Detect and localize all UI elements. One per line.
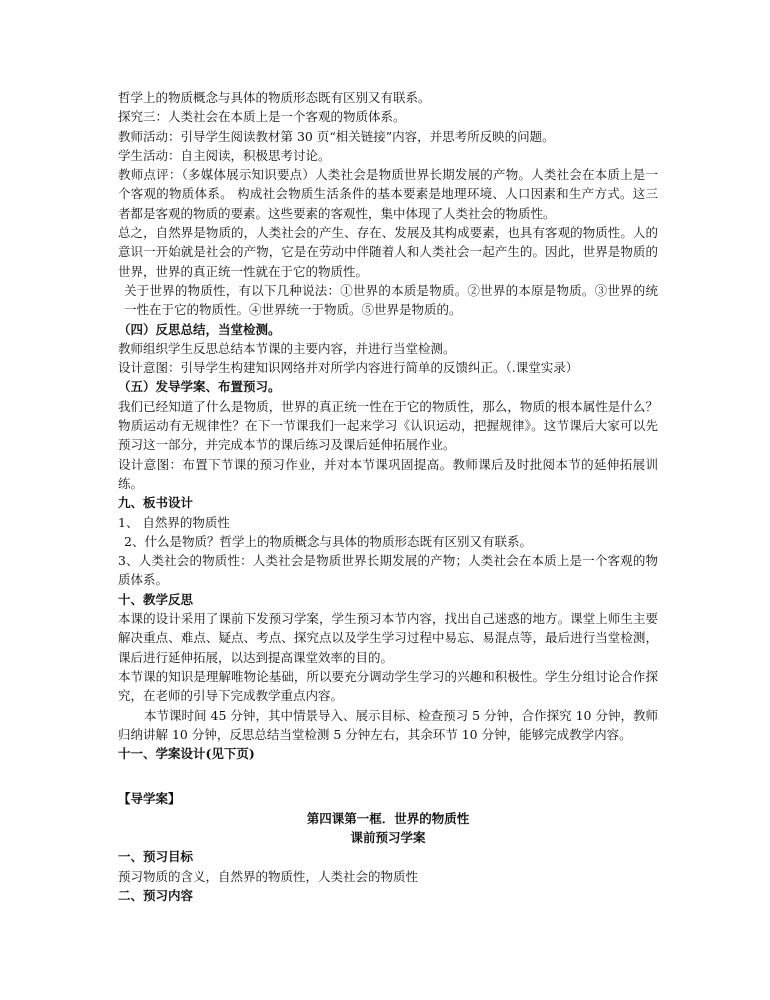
section-heading-4: （四）反思总结，当堂检测。 bbox=[118, 321, 281, 337]
student-activity: 学生活动：自主阅读，积极思考讨论。 bbox=[118, 147, 331, 163]
teacher-comment: 教师点评：（多媒体展示知识要点）人类社会是物质世界长期发展的产物。人类社会在本质上是一个客观的物质体系。 构成社会物质生活条件的基本要素是地理环境、人口因素和生产方式。这三者都是客观的物质的要素。这些要素的客观性，集中体现了人类社会的物质性。 bbox=[118, 167, 658, 221]
text-line: 哲学上的物质概念与具体的物质形态既有区别又有联系。 bbox=[118, 90, 431, 105]
reflection-heading: 十、教学反思 bbox=[118, 591, 194, 607]
spacer bbox=[118, 763, 658, 789]
preview-goal-heading: 一、预习目标 bbox=[118, 849, 194, 865]
board-item-1: 1、 自然界的物质性 bbox=[118, 514, 230, 530]
board-item-2: 2、什么是物质？哲学上的物质概念与具体的物质形态既有区别又有联系。 bbox=[124, 533, 532, 549]
reflection-paragraph: 本节课的知识是理解唯物论基础，所以要充分调动学生学习的兴趣和积极性。学生分组讨论合作探究，在老师的引导下完成教学重点内容。 bbox=[118, 668, 658, 704]
board-item-3: 3、人类社会的物质性：人类社会是物质世界长期发展的产物；人类社会在本质上是一个客观的物质体系。 bbox=[118, 553, 658, 588]
preview-goal-text: 预习物质的含义，自然界的物质性，人类社会的物质性 bbox=[118, 868, 419, 884]
study-plan-heading: 十一、学案设计(见下页) bbox=[118, 746, 255, 762]
section-heading-5: （五）发导学案、布置预习。 bbox=[118, 379, 281, 395]
teacher-activity: 教师活动：引导学生阅读教材第 30 页“相关链接”内容，并思考所反映的问题。 bbox=[118, 128, 555, 144]
lesson-subtitle: 课前预习学案 bbox=[350, 829, 426, 845]
preview-paragraph: 我们已经知道了什么是物质，世界的真正统一性在于它的物质性，那么，物质的根本属性是什么？物质运动有无规律性？在下一节课我们一起来学习《认识运动，把握规律》。这节课后大家可以先预习这一部分，并完成本节的课后练习及课后延伸拓展作业。 bbox=[118, 398, 658, 453]
board-design-heading: 九、板书设计 bbox=[118, 495, 194, 511]
guide-label: 【导学案】 bbox=[118, 791, 181, 807]
document-page bbox=[118, 88, 658, 905]
inquiry-heading: 探究三：人类社会在本质上是一个客观的物质体系。 bbox=[118, 109, 406, 125]
summary-paragraph: 总之，自然界是物质的，人类社会的产生、存在、发展及其构成要素，也具有客观的物质性。人的意识一开始就是社会的产物，它是在劳动中伴随着人和人类社会一起产生的。因此，世界是物质的世界，世界的真正统一性就在于它的物质性。 bbox=[118, 225, 658, 279]
design-intent: 设计意图：布置下节课的预习作业，并对本节课巩固提高。教师课后及时批阅本节的延伸拓展训练。 bbox=[118, 456, 658, 491]
preview-content-heading: 二、预习内容 bbox=[118, 887, 194, 903]
statements-paragraph: 关于世界的物质性，有以下几种说法：①世界的本质是物质。②世界的本原是物质。③世界的统一性在于它的物质性。④世界统一于物质。⑤世界是物质的。 bbox=[124, 282, 658, 318]
reflection-paragraph: 本课的设计采用了课前下发预习学案，学生预习本节内容，找出自己迷惑的地方。课堂上师生主要解决重点、难点、疑点、考点、探究点以及学生学习过程中易忘、易混点等，最后进行当堂检测，课后进行延伸拓展，以达到提高课堂效率的目的。 bbox=[118, 611, 658, 665]
lesson-title: 第四课第一框．世界的物质性 bbox=[306, 810, 470, 826]
text-line: 教师组织学生反思总结本节课的主要内容，并进行当堂检测。 bbox=[118, 340, 456, 356]
design-intent: 设计意图：引导学生构建知识网络并对所学内容进行简单的反馈纠正。（.课堂实录） bbox=[118, 360, 579, 376]
time-allocation-paragraph: 本节课时间 45 分钟，其中情景导入、展示目标、检查预习 5 分钟，合作探究 10 分钟，教师归纳讲解 10 分钟，反思总结当堂检测 5 分钟左右，其余环节 10 分钟，能够完成教学内容。 bbox=[118, 707, 658, 742]
